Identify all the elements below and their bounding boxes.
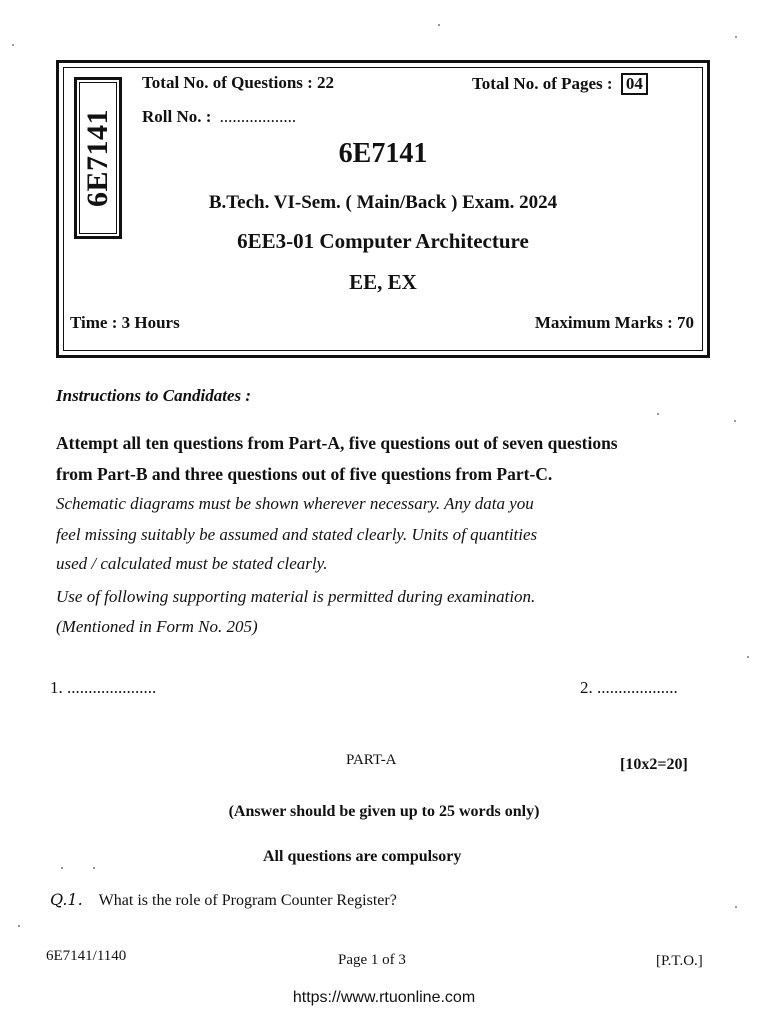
footer-website-url[interactable]: https://www.rtuonline.com <box>292 989 476 1006</box>
instruction-italic-line: feel missing suitably be assumed and stated clearly. Units of quantities <box>56 525 538 544</box>
scan-speck <box>735 906 737 908</box>
total-pages <box>472 73 648 95</box>
question-1-text: What is the role of Program Counter Register? <box>98 892 397 909</box>
roll-no-label: Roll No. : <box>142 107 212 126</box>
subject-title: 6EE3-01 Computer Architecture <box>237 229 529 253</box>
paper-code-title: 6E7141 <box>338 138 428 169</box>
branches: EE, EX <box>349 270 417 294</box>
instruction-italic-line: (Mentioned in Form No. 205) <box>56 617 258 636</box>
exam-time: Time : 3 Hours <box>70 313 180 332</box>
scan-speck <box>657 413 659 415</box>
scan-speck <box>734 420 736 422</box>
footer-pto: [P.T.O.] <box>656 953 703 969</box>
supporting-material-2: 2. ................... <box>580 678 678 697</box>
instruction-italic-line: used / calculated must be stated clearly. <box>56 554 328 573</box>
footer-paper-code: 6E7141/1140 <box>46 948 127 964</box>
question-1-label: Q.1. <box>50 890 83 909</box>
supporting-material-1: 1. ..................... <box>50 678 157 697</box>
footer-page-number: Page 1 of 3 <box>338 952 406 968</box>
paper-code-stamp-text: 6E7141 <box>81 108 114 208</box>
scan-speck <box>18 925 20 927</box>
instruction-bold-line: Attempt all ten questions from Part-A, five questions out of seven questions <box>56 433 618 453</box>
part-a-title: PART-A <box>346 752 397 768</box>
instructions-title: Instructions to Candidates : <box>56 386 252 405</box>
part-a-compulsory-note: All questions are compulsory <box>263 848 462 865</box>
instruction-bold-line: from Part-B and three questions out of five questions from Part-C. <box>56 464 553 484</box>
total-questions: Total No. of Questions : 22 <box>142 73 335 92</box>
scan-speck <box>93 867 95 869</box>
instruction-italic-line: Use of following supporting material is permitted during examination. <box>56 587 536 606</box>
exam-title: B.Tech. VI-Sem. ( Main/Back ) Exam. 2024 <box>208 192 558 213</box>
scan-speck <box>438 24 440 26</box>
scan-speck <box>747 656 749 658</box>
instruction-italic-line: Schematic diagrams must be shown wherever necessary. Any data you <box>56 494 534 513</box>
question-1 <box>50 890 397 910</box>
part-a-word-limit-note: (Answer should be given up to 25 words only) <box>228 803 540 820</box>
scan-speck <box>12 44 14 46</box>
part-a-marks: [10x2=20] <box>620 756 688 773</box>
scan-speck <box>61 867 63 869</box>
scan-speck <box>735 36 737 38</box>
total-pages-value: 04 <box>621 73 648 95</box>
maximum-marks: Maximum Marks : 70 <box>534 313 694 332</box>
total-pages-label: Total No. of Pages : <box>472 74 613 93</box>
roll-no-value: .................. <box>219 107 297 126</box>
roll-no <box>142 107 296 127</box>
